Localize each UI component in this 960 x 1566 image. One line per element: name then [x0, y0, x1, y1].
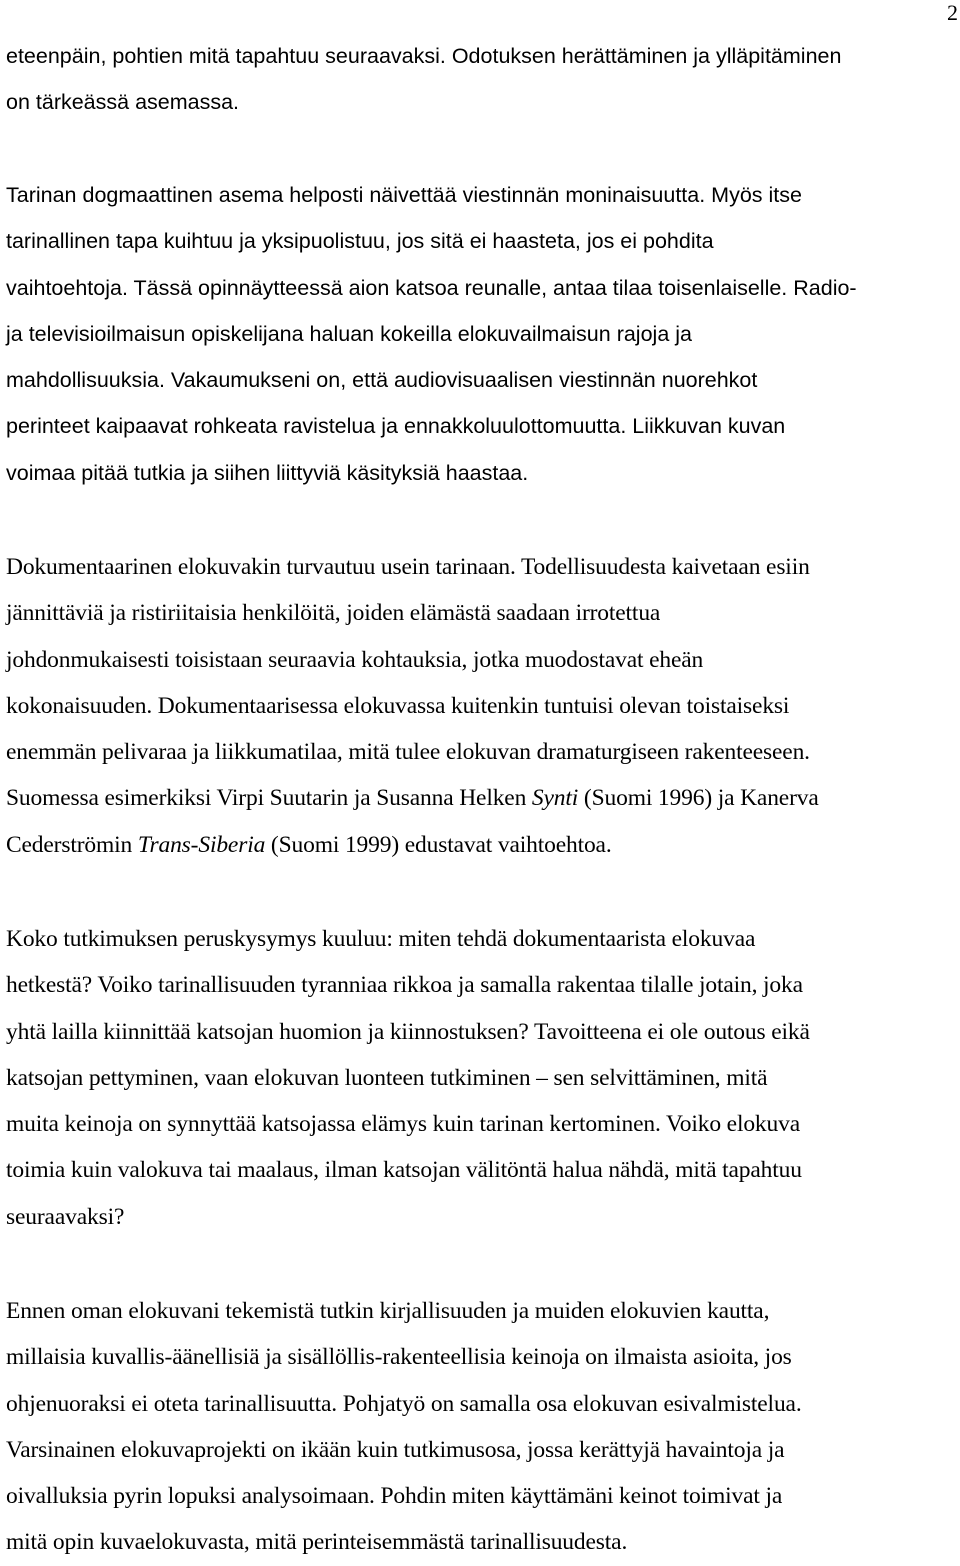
text-line: Tarinan dogmaattinen asema helposti näivettää viestinnän moninaisuutta. Myös itse	[6, 183, 802, 207]
text-line: perinteet kaipaavat rohkeata ravistelua ja ennakkoluulottomuutta. Liikkuvan kuvan	[6, 414, 786, 439]
text-line: seuraavaksi?	[6, 1203, 125, 1230]
paragraph-1	[6, 33, 956, 126]
text-line: on tärkeässä asemassa.	[6, 90, 240, 115]
text-line: muita keinoja on synnyttää katsojassa elämys kuin tarinan kertominen. Voiko elokuva	[6, 1111, 801, 1138]
text-line: Varsinainen elokuvaprojekti on ikään kuin tutkimusosa, jossa kerättyjä havaintoja ja	[6, 1436, 785, 1463]
paragraph-4	[6, 916, 956, 1240]
text-run: Suomessa esimerkiksi Virpi Suutarin ja Susanna Helken	[6, 785, 532, 812]
text-line: Ennen oman elokuvani tekemistä tutkin kirjallisuuden ja muiden elokuvien kautta,	[6, 1298, 770, 1324]
text-line: toimia kuin valokuva tai maalaus, ilman katsojan välitöntä halua nähdä, mitä tapahtuu	[6, 1157, 802, 1184]
text-run: (Suomi 1996) ja Kanerva	[578, 785, 819, 812]
text-line: yhtä lailla kiinnittää katsojan huomion ja kiinnostuksen? Tavoitteena ei ole outous eikä	[6, 1018, 810, 1045]
text-line: tarinallinen tapa kuihtuu ja yksipuolistuu, jos sitä ei haasteta, jos ei pohdita	[6, 229, 714, 254]
text-line: voimaa pitää tutkia ja siihen liittyviä käsityksiä haastaa.	[6, 460, 529, 485]
page-number: 2	[947, 0, 958, 25]
text-line: oivalluksia pyrin lopuksi analysoimaan. Pohdin miten käyttämäni keinot toimivat ja	[6, 1483, 783, 1510]
text-line	[6, 822, 956, 868]
text-line: hetkestä? Voiko tarinallisuuden tyranniaa rikkoa ja samalla rakentaa tilalle jotain, joka	[6, 972, 803, 999]
text-line: Dokumentaarinen elokuvakin turvautuu usein tarinaan. Todellisuudesta kaivetaan esiin	[6, 554, 810, 580]
text-line: katsojan pettyminen, vaan elokuvan luonteen tutkiminen – sen selvittäminen, mitä	[6, 1064, 768, 1091]
text-line	[6, 775, 956, 821]
text-run: Cederströmin	[6, 831, 138, 858]
text-line: jännittäviä ja ristiriitaisia henkilöitä, joiden elämästä saadaan irrotettua	[6, 600, 661, 627]
text-line: johdonmukaisesti toisistaan seuraavia kohtauksia, jotka muodostavat eheän	[6, 646, 704, 673]
text-line: ja televisioilmaisun opiskelijana haluan kokeilla elokuvailmaisun rajoja ja	[6, 321, 692, 346]
text-line: enemmän pelivaraa ja liikkumatilaa, mitä tulee elokuvan dramaturgiseen rakenteeseen.	[6, 739, 810, 766]
paragraph-3	[6, 544, 956, 868]
paragraph-5	[6, 1288, 956, 1566]
text-run: (Suomi 1999) edustavat vaihtoehtoa.	[265, 831, 612, 858]
text-line: vaihtoehtoja. Tässä opinnäytteessä aion katsoa reunalle, antaa tilaa toisenlaiselle. Radio-	[6, 275, 857, 300]
film-title-trans-siberia: Trans-Siberia	[137, 831, 266, 858]
text-line: kokonaisuuden. Dokumentaarisessa elokuvassa kuitenkin tuntuisi olevan toistaiseksi	[6, 692, 790, 719]
text-line: ohjenuoraksi ei oteta tarinallisuutta. Pohjatyö on samalla osa elokuvan esivalmistelua.	[6, 1390, 802, 1417]
text-line: Koko tutkimuksen peruskysymys kuuluu: miten tehdä dokumentaarista elokuvaa	[6, 926, 756, 952]
film-title-synti: Synti	[531, 785, 579, 812]
text-line: mitä opin kuvaelokuvasta, mitä perinteisemmästä tarinallisuudesta.	[6, 1529, 628, 1556]
text-line: eteenpäin, pohtien mitä tapahtuu seuraavaksi. Odotuksen herättäminen ja ylläpitäminen	[6, 44, 842, 68]
text-line: millaisia kuvallis-äänellisiä ja sisällöllis-rakenteellisia keinoja on ilmaista asioita, jos	[6, 1344, 792, 1371]
paragraph-2	[6, 172, 956, 496]
text-line: mahdollisuuksia. Vakaumukseni on, että audiovisuaalisen viestinnän nuorehkot	[6, 368, 758, 393]
